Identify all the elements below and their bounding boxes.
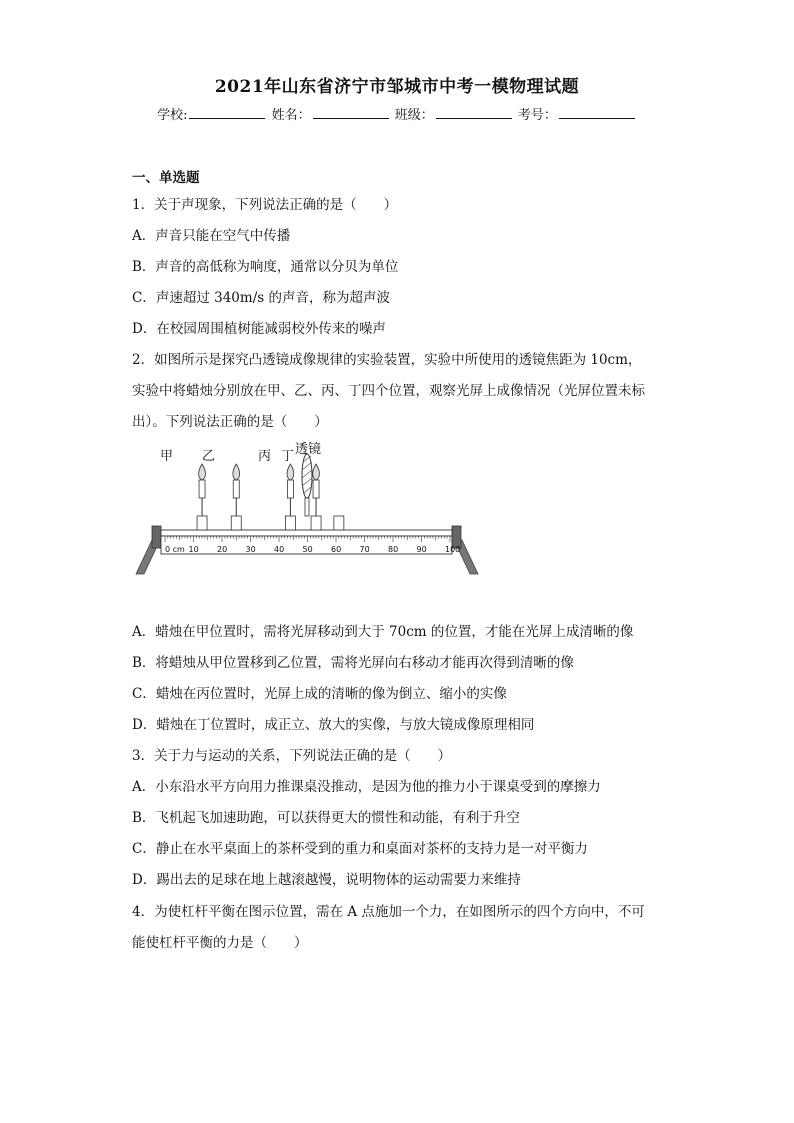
holder-base: [334, 516, 344, 530]
holder-base: [311, 516, 321, 530]
optical-bench-figure: [132, 440, 482, 584]
q1-option-a: A．声音只能在空气中传播: [132, 228, 291, 244]
holder-base: [231, 516, 241, 530]
tick-label: 60: [331, 545, 342, 554]
q2-option-b: B．将蜡烛从甲位置移到乙位置，需将光屏向右移动才能再次得到清晰的像: [132, 655, 574, 671]
tick-label: 100: [445, 545, 461, 554]
tick-label: 50: [302, 545, 313, 554]
section-heading: 一、单选题: [132, 170, 200, 186]
school-blank: [189, 106, 265, 119]
tick-label: 80: [388, 545, 399, 554]
q1-option-d: D．在校园周围植树能减弱校外传来的噪声: [132, 321, 386, 337]
q4-stem-line1: 4．为使杠杆平衡在图示位置，需在 A 点施加一个力，在如图所示的四个方向中，不可: [132, 904, 645, 920]
exam-no-blank: [559, 106, 635, 119]
tick-label: 70: [359, 545, 370, 554]
name-blank: [313, 106, 389, 119]
lens-mark: [302, 454, 312, 516]
q2-option-a: A．蜡烛在甲位置时，需将光屏移动到大于 70cm 的位置，才能在光屏上成清晰的像: [132, 624, 634, 640]
q3-option-c: C．静止在水平桌面上的茶杯受到的重力和桌面对茶杯的支持力是一对平衡力: [132, 841, 588, 857]
student-info-row: [0, 104, 794, 123]
label-jia: 甲: [160, 449, 174, 464]
q2-option-c: C．蜡烛在丙位置时，光屏上成的清晰的像为倒立、缩小的实像: [132, 686, 507, 702]
q2-stem-line2: 实验中将蜡烛分别放在甲、乙、丙、丁四个位置，观察光屏上成像情况（光屏位置未标: [132, 383, 645, 399]
exam-no-label: 考号：: [517, 108, 557, 123]
q1-option-c: C．声速超过 340m/s 的声音，称为超声波: [132, 290, 390, 306]
q3-option-d: D．踢出去的足球在地上越滚越慢，说明物体的运动需要力来维持: [132, 872, 521, 888]
class-label: 班级：: [394, 108, 434, 123]
tick-label: 90: [416, 545, 427, 554]
tick-label-0: 0 cm: [165, 545, 185, 554]
label-bing: 丙: [258, 449, 272, 464]
holder-base: [197, 516, 207, 530]
class-blank: [436, 106, 512, 119]
q3-stem: 3．关于力与运动的关系，下列说法正确的是（ ）: [132, 748, 452, 764]
tick-label: 10: [188, 545, 199, 554]
candle-jia: [199, 464, 206, 516]
label-ding: 丁: [281, 449, 295, 464]
tick-label: 30: [245, 545, 256, 554]
candle-yi: [233, 464, 240, 516]
holder-base: [285, 516, 295, 530]
q2-option-d: D．蜡烛在丁位置时，成正立、放大的实像，与放大镜成像原理相同: [132, 717, 535, 733]
q2-stem-line3: 出）。下列说法正确的是（ ）: [132, 414, 328, 430]
q3-option-a: A．小东沿水平方向用力推课桌没推动，是因为他的推力小于课桌受到的摩擦力: [132, 779, 601, 795]
exam-title: 2021年山东省济宁市邹城市中考一模物理试题: [214, 77, 580, 97]
q3-option-b: B．飞机起飞加速助跑，可以获得更大的惯性和动能，有利于升空: [132, 810, 520, 826]
q1-stem: 1．关于声现象，下列说法正确的是（ ）: [132, 197, 398, 213]
label-lens: 透镜: [295, 442, 322, 457]
name-label: 姓名：: [271, 108, 311, 123]
q4-stem-line2: 能使杠杆平衡的力是（ ）: [132, 935, 308, 951]
candle-bing: [287, 464, 294, 516]
left-post: [152, 526, 161, 548]
tick-label: 40: [274, 545, 285, 554]
q1-option-b: B．声音的高低称为响度，通常以分贝为单位: [132, 259, 399, 275]
q2-stem-line1: 2．如图所示是探究凸透镜成像规律的实验装置，实验中所使用的透镜焦距为 10cm，: [132, 352, 642, 368]
candle-ding: [313, 464, 320, 516]
label-yi: 乙: [202, 449, 216, 464]
rail-top: [161, 530, 452, 536]
school-label: 学校:: [157, 108, 188, 123]
tick-label: 20: [217, 545, 228, 554]
